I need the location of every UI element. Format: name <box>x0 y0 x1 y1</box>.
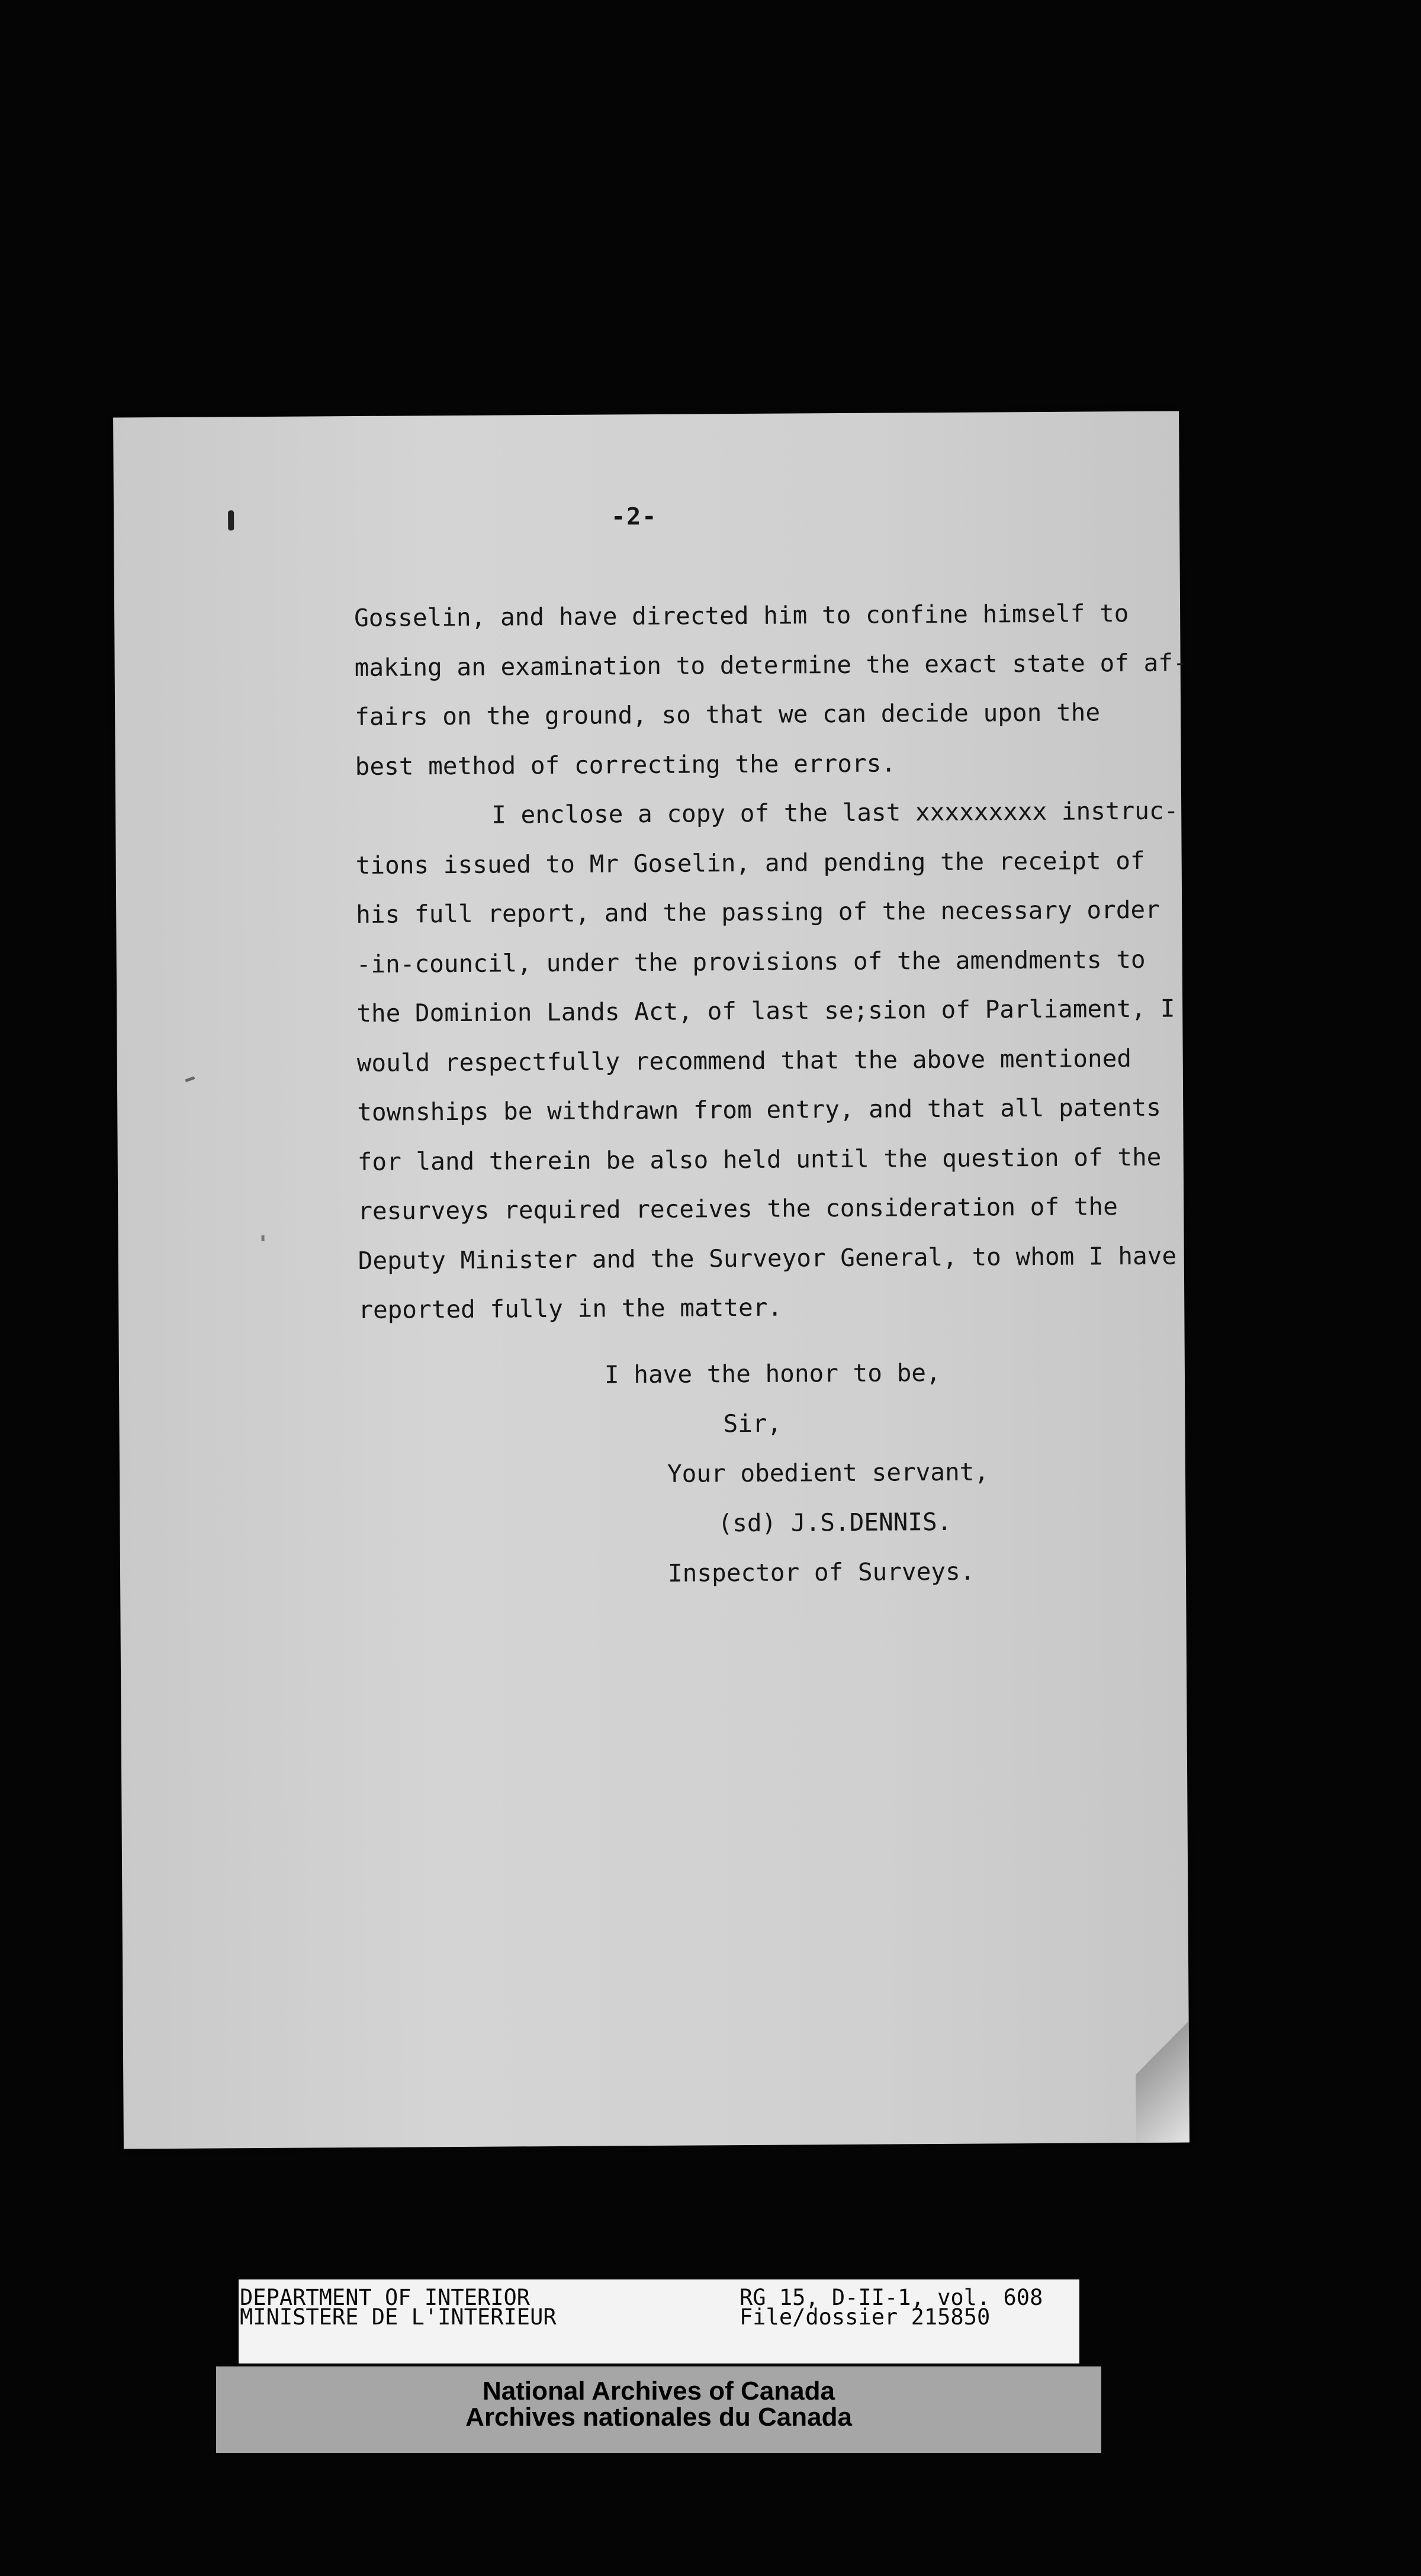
letter-closing <box>119 1347 1185 1588</box>
letter-body <box>354 589 1188 1335</box>
department-name-fr: MINISTERE DE L'INTERIEUR <box>240 2304 557 2330</box>
body-line: for land therein be also held until the question of the <box>357 1142 1162 1176</box>
department-name-en: DEPARTMENT OF INTERIOR <box>240 2285 531 2310</box>
signature: (sd) J.S.DENNIS. <box>718 1507 952 1538</box>
body-line: tions issued to Mr Goselin, and pending the receipt of <box>355 846 1145 880</box>
body-line: resurveys required receives the consideration of the <box>358 1192 1118 1226</box>
signatory-title: Inspector of Surveys. <box>667 1557 975 1588</box>
body-line: best method of correcting the errors. <box>355 748 896 781</box>
body-line: making an examination to determine the exact state of af- <box>354 648 1188 682</box>
closing-honor: I have the honor to be, <box>604 1358 941 1389</box>
body-line: the Dominion Lands Act, of last se;sion of Parliament, I <box>356 994 1175 1028</box>
body-line: reported fully in the matter. <box>358 1293 783 1325</box>
letter-content <box>113 411 1189 2149</box>
file-dossier-number: File/dossier 215850 <box>740 2304 991 2330</box>
archives-name-fr: Archives nationales du Canada <box>465 2403 852 2432</box>
body-line: fairs on the ground, so that we can decide upon the <box>355 698 1101 732</box>
body-line: would respectfully recommend that the above mentioned <box>356 1044 1132 1077</box>
body-line: his full report, and the passing of the necessary order <box>356 895 1160 929</box>
record-group-reference: RG 15, D-II-1, vol. 608 <box>740 2285 1043 2310</box>
body-line: -in-council, under the provisions of the amendments to <box>356 945 1146 978</box>
document-sheet <box>113 411 1189 2149</box>
archives-name-en: National Archives of Canada <box>483 2377 835 2406</box>
archives-banner <box>216 2366 1101 2453</box>
body-line: Gosselin, and have directed him to confine himself to <box>354 599 1129 633</box>
body-line: I enclose a copy of the last xxxxxxxxx instruc- <box>491 796 1179 829</box>
body-line: Deputy Minister and the Surveyor General, to whom I have <box>358 1241 1177 1275</box>
body-line: townships be withdrawn from entry, and that all patents <box>357 1093 1162 1127</box>
closing-salutation: Sir, <box>723 1409 782 1438</box>
archive-reference-label <box>239 2279 1079 2364</box>
page-number: -2- <box>610 503 658 531</box>
closing-valediction: Your obedient servant, <box>667 1457 989 1488</box>
